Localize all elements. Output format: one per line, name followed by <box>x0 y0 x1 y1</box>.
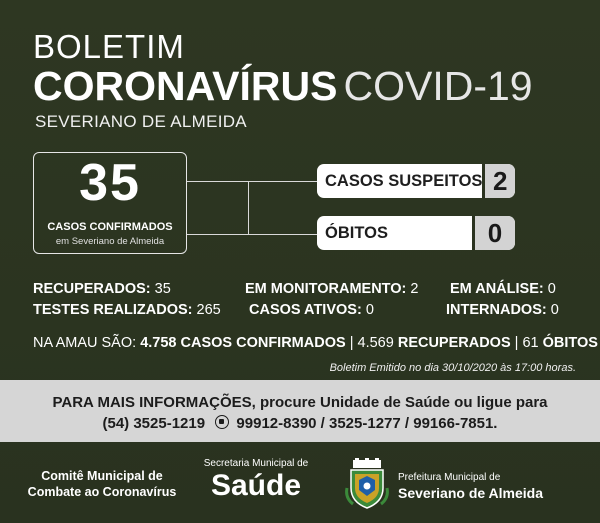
title-covid: COVID-19 <box>343 63 533 109</box>
stat-hospitalized-value: 0 <box>550 302 559 318</box>
stat-active-label: CASOS ATIVOS: <box>249 302 362 318</box>
title-coronavirus: CORONAVÍRUS <box>33 63 338 109</box>
suspected-cases-pill <box>317 164 515 198</box>
stat-tests <box>33 302 221 318</box>
health-secretariat-name: Saúde <box>210 469 302 502</box>
info-band <box>0 380 600 442</box>
health-secretariat-logo <box>198 458 314 503</box>
amau-deaths-value: 61 <box>522 335 539 351</box>
stat-hospitalized <box>446 302 559 318</box>
stat-analysis-label: EM ANÁLISE: <box>450 281 544 297</box>
stat-active <box>249 302 374 318</box>
city-hall-logo-text <box>398 472 543 501</box>
city-hall-name: Severiano de Almeida <box>398 485 543 501</box>
connector-line-top <box>187 181 317 182</box>
confirmed-cases-value: 35 <box>79 154 141 212</box>
stat-analysis-value: 0 <box>547 281 556 297</box>
stat-monitoring-label: EM MONITORAMENTO: <box>245 281 407 297</box>
stat-hospitalized-label: INTERNADOS: <box>446 302 547 318</box>
city-hall-label: Prefeitura Municipal de <box>398 472 501 483</box>
amau-deaths-label: ÓBITOS <box>542 335 598 351</box>
stat-tests-value: 265 <box>196 302 221 318</box>
amau-recovered-value: 4.569 <box>357 335 394 351</box>
deaths-label: ÓBITOS <box>325 223 388 242</box>
committee-logo-text <box>22 468 182 500</box>
page-title <box>33 63 533 109</box>
footer <box>0 450 600 523</box>
whatsapp-icon <box>215 415 229 429</box>
amau-summary <box>33 335 598 351</box>
health-secretariat-label: Secretaria Municipal de <box>203 458 309 469</box>
info-text: PARA MAIS INFORMAÇÕES, procure Unidade de Saúde ou ligue para <box>52 394 548 411</box>
phone-primary: (54) 3525-1219 <box>102 415 206 432</box>
connector-line-vertical <box>248 181 249 234</box>
stat-monitoring-value: 2 <box>410 281 419 297</box>
info-phones <box>0 415 600 432</box>
municipal-crest-icon <box>345 458 389 510</box>
amau-confirmed-value: 4.758 <box>140 335 177 351</box>
issued-timestamp: Boletim Emitido no dia 30/10/2020 às 17:00 horas. <box>329 362 576 374</box>
bulletin-label: BOLETIM <box>33 28 185 65</box>
amau-recovered-label: RECUPERADOS <box>397 335 511 351</box>
committee-line1: Comitê Municipal de <box>41 469 163 483</box>
stat-recovered-value: 35 <box>154 281 171 297</box>
phone-others: 99912-8390 / 3525-1277 / 99166-7851. <box>236 415 498 432</box>
stat-analysis <box>450 281 556 297</box>
deaths-pill <box>317 216 515 250</box>
confirmed-cases-sub: em Severiano de Almeida <box>55 236 165 247</box>
stat-recovered <box>33 281 171 297</box>
amau-prefix: NA AMAU SÃO: <box>33 335 137 351</box>
committee-line2: Combate ao Coronavírus <box>27 485 177 499</box>
amau-confirmed-label: CASOS CONFIRMADOS <box>180 335 346 351</box>
stat-active-value: 0 <box>365 302 374 318</box>
city-name: SEVERIANO DE ALMEIDA <box>35 112 247 131</box>
amau-separator: | <box>349 335 354 351</box>
stat-monitoring <box>245 281 419 297</box>
suspected-cases-label: CASOS SUSPEITOS <box>325 171 483 190</box>
connector-line-bottom <box>187 234 317 235</box>
stat-recovered-label: RECUPERADOS: <box>33 281 151 297</box>
stat-tests-label: TESTES REALIZADOS: <box>33 302 193 318</box>
confirmed-cases-label: CASOS CONFIRMADOS <box>47 221 173 233</box>
deaths-value: 0 <box>472 216 515 250</box>
confirmed-cases-box <box>33 152 187 254</box>
amau-separator: | <box>514 335 519 351</box>
suspected-cases-value: 2 <box>482 164 515 198</box>
